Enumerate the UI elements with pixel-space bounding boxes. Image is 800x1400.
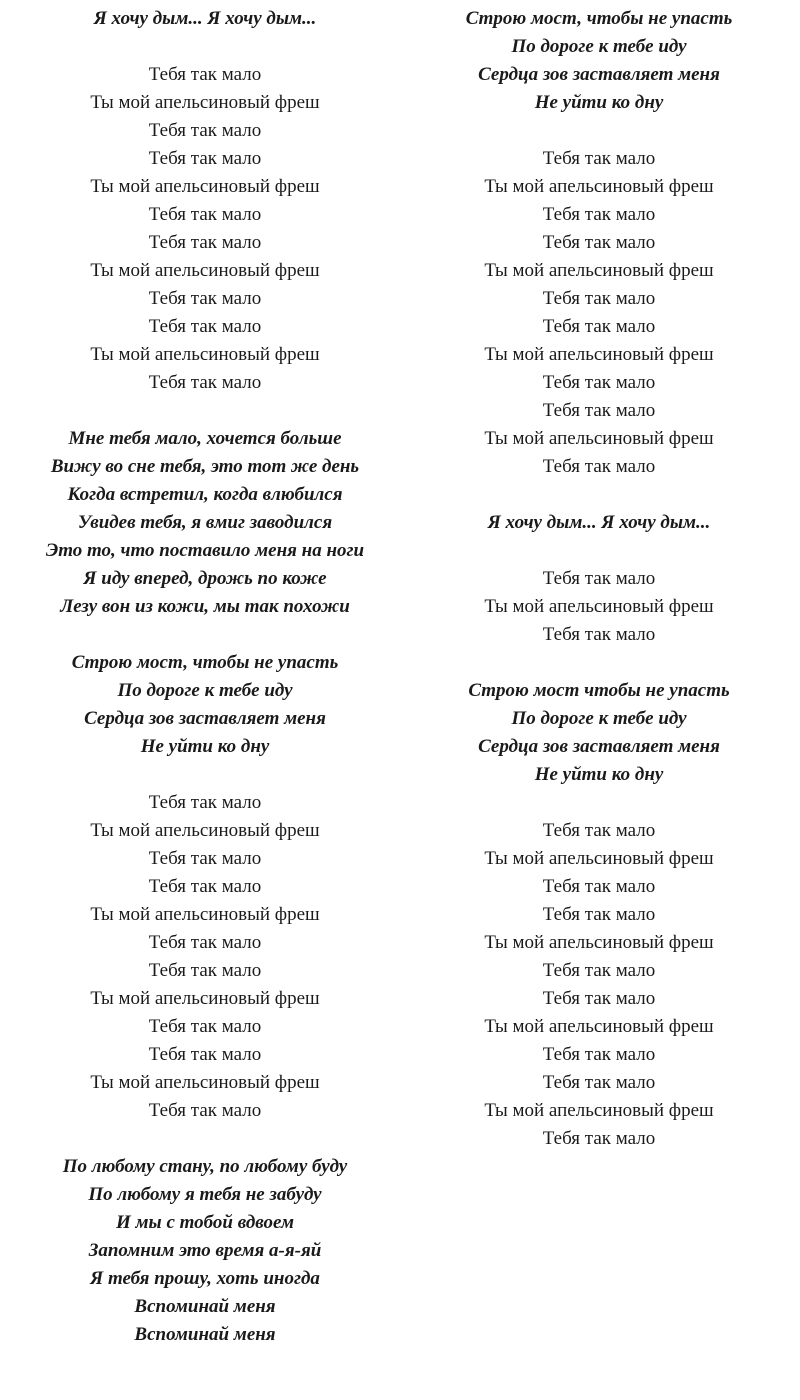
lyric-line: Тебя так мало bbox=[542, 1128, 656, 1149]
lyric-line: Тебя так мало bbox=[542, 1044, 656, 1065]
lyric-line: Тебя так мало bbox=[148, 288, 262, 309]
lyric-line: Ты мой апельсиновый фреш bbox=[484, 932, 714, 953]
lyric-line: Строю мост, чтобы не упасть bbox=[71, 652, 339, 673]
lyric-line: Ты мой апельсиновый фреш bbox=[90, 1072, 320, 1093]
lyric-line: Тебя так мало bbox=[148, 148, 262, 169]
lyric-line: По дороге к тебе иду bbox=[511, 708, 687, 729]
lyric-line: Тебя так мало bbox=[148, 932, 262, 953]
lyric-line: Тебя так мало bbox=[542, 232, 656, 253]
lyric-line: Тебя так мало bbox=[542, 624, 656, 645]
lyric-line: Тебя так мало bbox=[542, 288, 656, 309]
lyric-line: Тебя так мало bbox=[542, 456, 656, 477]
lyric-line: Тебя так мало bbox=[148, 1044, 262, 1065]
lyric-line: Ты мой апельсиновый фреш bbox=[90, 260, 320, 281]
lyric-line: По любому я тебя не забуду bbox=[88, 1184, 322, 1205]
lyric-line: Тебя так мало bbox=[148, 232, 262, 253]
lyric-line: Строю мост чтобы не упасть bbox=[468, 680, 730, 701]
stanza bbox=[5, 61, 405, 397]
stanza-gap bbox=[5, 621, 405, 649]
lyric-line: Тебя так мало bbox=[542, 1072, 656, 1093]
lyric-line: Ты мой апельсиновый фреш bbox=[484, 176, 714, 197]
stanza bbox=[5, 425, 405, 621]
lyric-line: Ты мой апельсиновый фреш bbox=[484, 848, 714, 869]
lyric-line: Ты мой апельсиновый фреш bbox=[90, 176, 320, 197]
right-column bbox=[400, 5, 798, 1153]
lyric-line: Строю мост, чтобы не упасть bbox=[465, 8, 733, 29]
stanza-gap bbox=[5, 1125, 405, 1153]
lyric-line: Тебя так мало bbox=[148, 120, 262, 141]
stanza-gap bbox=[5, 397, 405, 425]
lyric-line: Когда встретил, когда влюбился bbox=[67, 484, 343, 505]
stanza-gap bbox=[400, 789, 798, 817]
lyric-line: По любому стану, по любому буду bbox=[62, 1156, 348, 1177]
lyric-line: Не уйти ко дну bbox=[534, 764, 664, 785]
lyric-line: Тебя так мало bbox=[542, 400, 656, 421]
lyric-line: Ты мой апельсиновый фреш bbox=[90, 344, 320, 365]
lyric-line: Я хочу дым... Я хочу дым... bbox=[487, 512, 711, 533]
stanza bbox=[400, 509, 798, 537]
lyric-line: Тебя так мало bbox=[148, 876, 262, 897]
lyric-line: Тебя так мало bbox=[542, 960, 656, 981]
lyric-line: Не уйти ко дну bbox=[140, 736, 270, 757]
stanza-gap bbox=[400, 117, 798, 145]
left-column bbox=[5, 5, 405, 1349]
stanza bbox=[5, 649, 405, 761]
stanza bbox=[5, 1153, 405, 1349]
lyric-line: Тебя так мало bbox=[542, 372, 656, 393]
lyric-line: Сердца зов заставляет меня bbox=[478, 64, 720, 85]
lyric-line: Ты мой апельсиновый фреш bbox=[484, 428, 714, 449]
stanza bbox=[400, 677, 798, 789]
lyric-line: Тебя так мало bbox=[542, 204, 656, 225]
lyric-line: Тебя так мало bbox=[148, 316, 262, 337]
lyric-line: По дороге к тебе иду bbox=[117, 680, 293, 701]
lyric-line: Тебя так мало bbox=[542, 148, 656, 169]
lyric-line: Тебя так мало bbox=[542, 904, 656, 925]
lyric-line: Я тебя прошу, хоть иногда bbox=[90, 1268, 320, 1289]
stanza bbox=[400, 817, 798, 1153]
lyric-line: По дороге к тебе иду bbox=[511, 36, 687, 57]
lyric-line: И мы с тобой вдвоем bbox=[115, 1212, 294, 1233]
stanza-gap bbox=[400, 649, 798, 677]
lyric-line: Вспоминай меня bbox=[134, 1296, 276, 1317]
lyric-line: Тебя так мало bbox=[148, 960, 262, 981]
stanza-gap bbox=[5, 33, 405, 61]
lyric-line: Лезу вон из кожи, мы так похожи bbox=[60, 596, 350, 617]
lyric-line: Тебя так мало bbox=[148, 372, 262, 393]
lyric-line: Запомним это время а-я-яй bbox=[88, 1240, 322, 1261]
lyric-line: Мне тебя мало, хочется больше bbox=[68, 428, 342, 449]
stanza bbox=[400, 145, 798, 481]
lyric-line: Тебя так мало bbox=[542, 568, 656, 589]
stanza bbox=[5, 789, 405, 1125]
lyric-line: Ты мой апельсиновый фреш bbox=[484, 344, 714, 365]
lyric-line: Вижу во сне тебя, это тот же день bbox=[50, 456, 360, 477]
lyric-line: Ты мой апельсиновый фреш bbox=[90, 92, 320, 113]
lyric-line: Я хочу дым... Я хочу дым... bbox=[93, 8, 317, 29]
lyric-line: Ты мой апельсиновый фреш bbox=[90, 904, 320, 925]
lyric-line: Ты мой апельсиновый фреш bbox=[90, 988, 320, 1009]
lyric-line: Ты мой апельсиновый фреш bbox=[90, 820, 320, 841]
stanza bbox=[400, 5, 798, 117]
stanza-gap bbox=[400, 537, 798, 565]
lyric-line: Тебя так мало bbox=[542, 820, 656, 841]
lyric-line: Тебя так мало bbox=[148, 64, 262, 85]
stanza-gap bbox=[5, 761, 405, 789]
lyric-line: Ты мой апельсиновый фреш bbox=[484, 596, 714, 617]
stanza bbox=[400, 565, 798, 649]
lyric-line: Вспоминай меня bbox=[134, 1324, 276, 1345]
lyric-line: Сердца зов заставляет меня bbox=[84, 708, 326, 729]
lyric-line: Я иду вперед, дрожь по коже bbox=[83, 568, 327, 589]
lyric-line: Сердца зов заставляет меня bbox=[478, 736, 720, 757]
lyric-line: Тебя так мало bbox=[148, 1016, 262, 1037]
stanza-gap bbox=[400, 481, 798, 509]
lyric-line: Тебя так мало bbox=[542, 988, 656, 1009]
lyric-line: Не уйти ко дну bbox=[534, 92, 664, 113]
lyric-line: Это то, что поставило меня на ноги bbox=[45, 540, 365, 561]
lyric-line: Тебя так мало bbox=[148, 848, 262, 869]
lyric-line: Ты мой апельсиновый фреш bbox=[484, 1100, 714, 1121]
stanza bbox=[5, 5, 405, 33]
lyric-line: Тебя так мало bbox=[148, 204, 262, 225]
lyric-line: Тебя так мало bbox=[542, 316, 656, 337]
lyric-line: Тебя так мало bbox=[148, 1100, 262, 1121]
lyric-line: Ты мой апельсиновый фреш bbox=[484, 260, 714, 281]
lyric-line: Увидев тебя, я вмиг заводился bbox=[77, 512, 333, 533]
lyric-line: Тебя так мало bbox=[148, 792, 262, 813]
lyric-line: Тебя так мало bbox=[542, 876, 656, 897]
lyric-line: Ты мой апельсиновый фреш bbox=[484, 1016, 714, 1037]
